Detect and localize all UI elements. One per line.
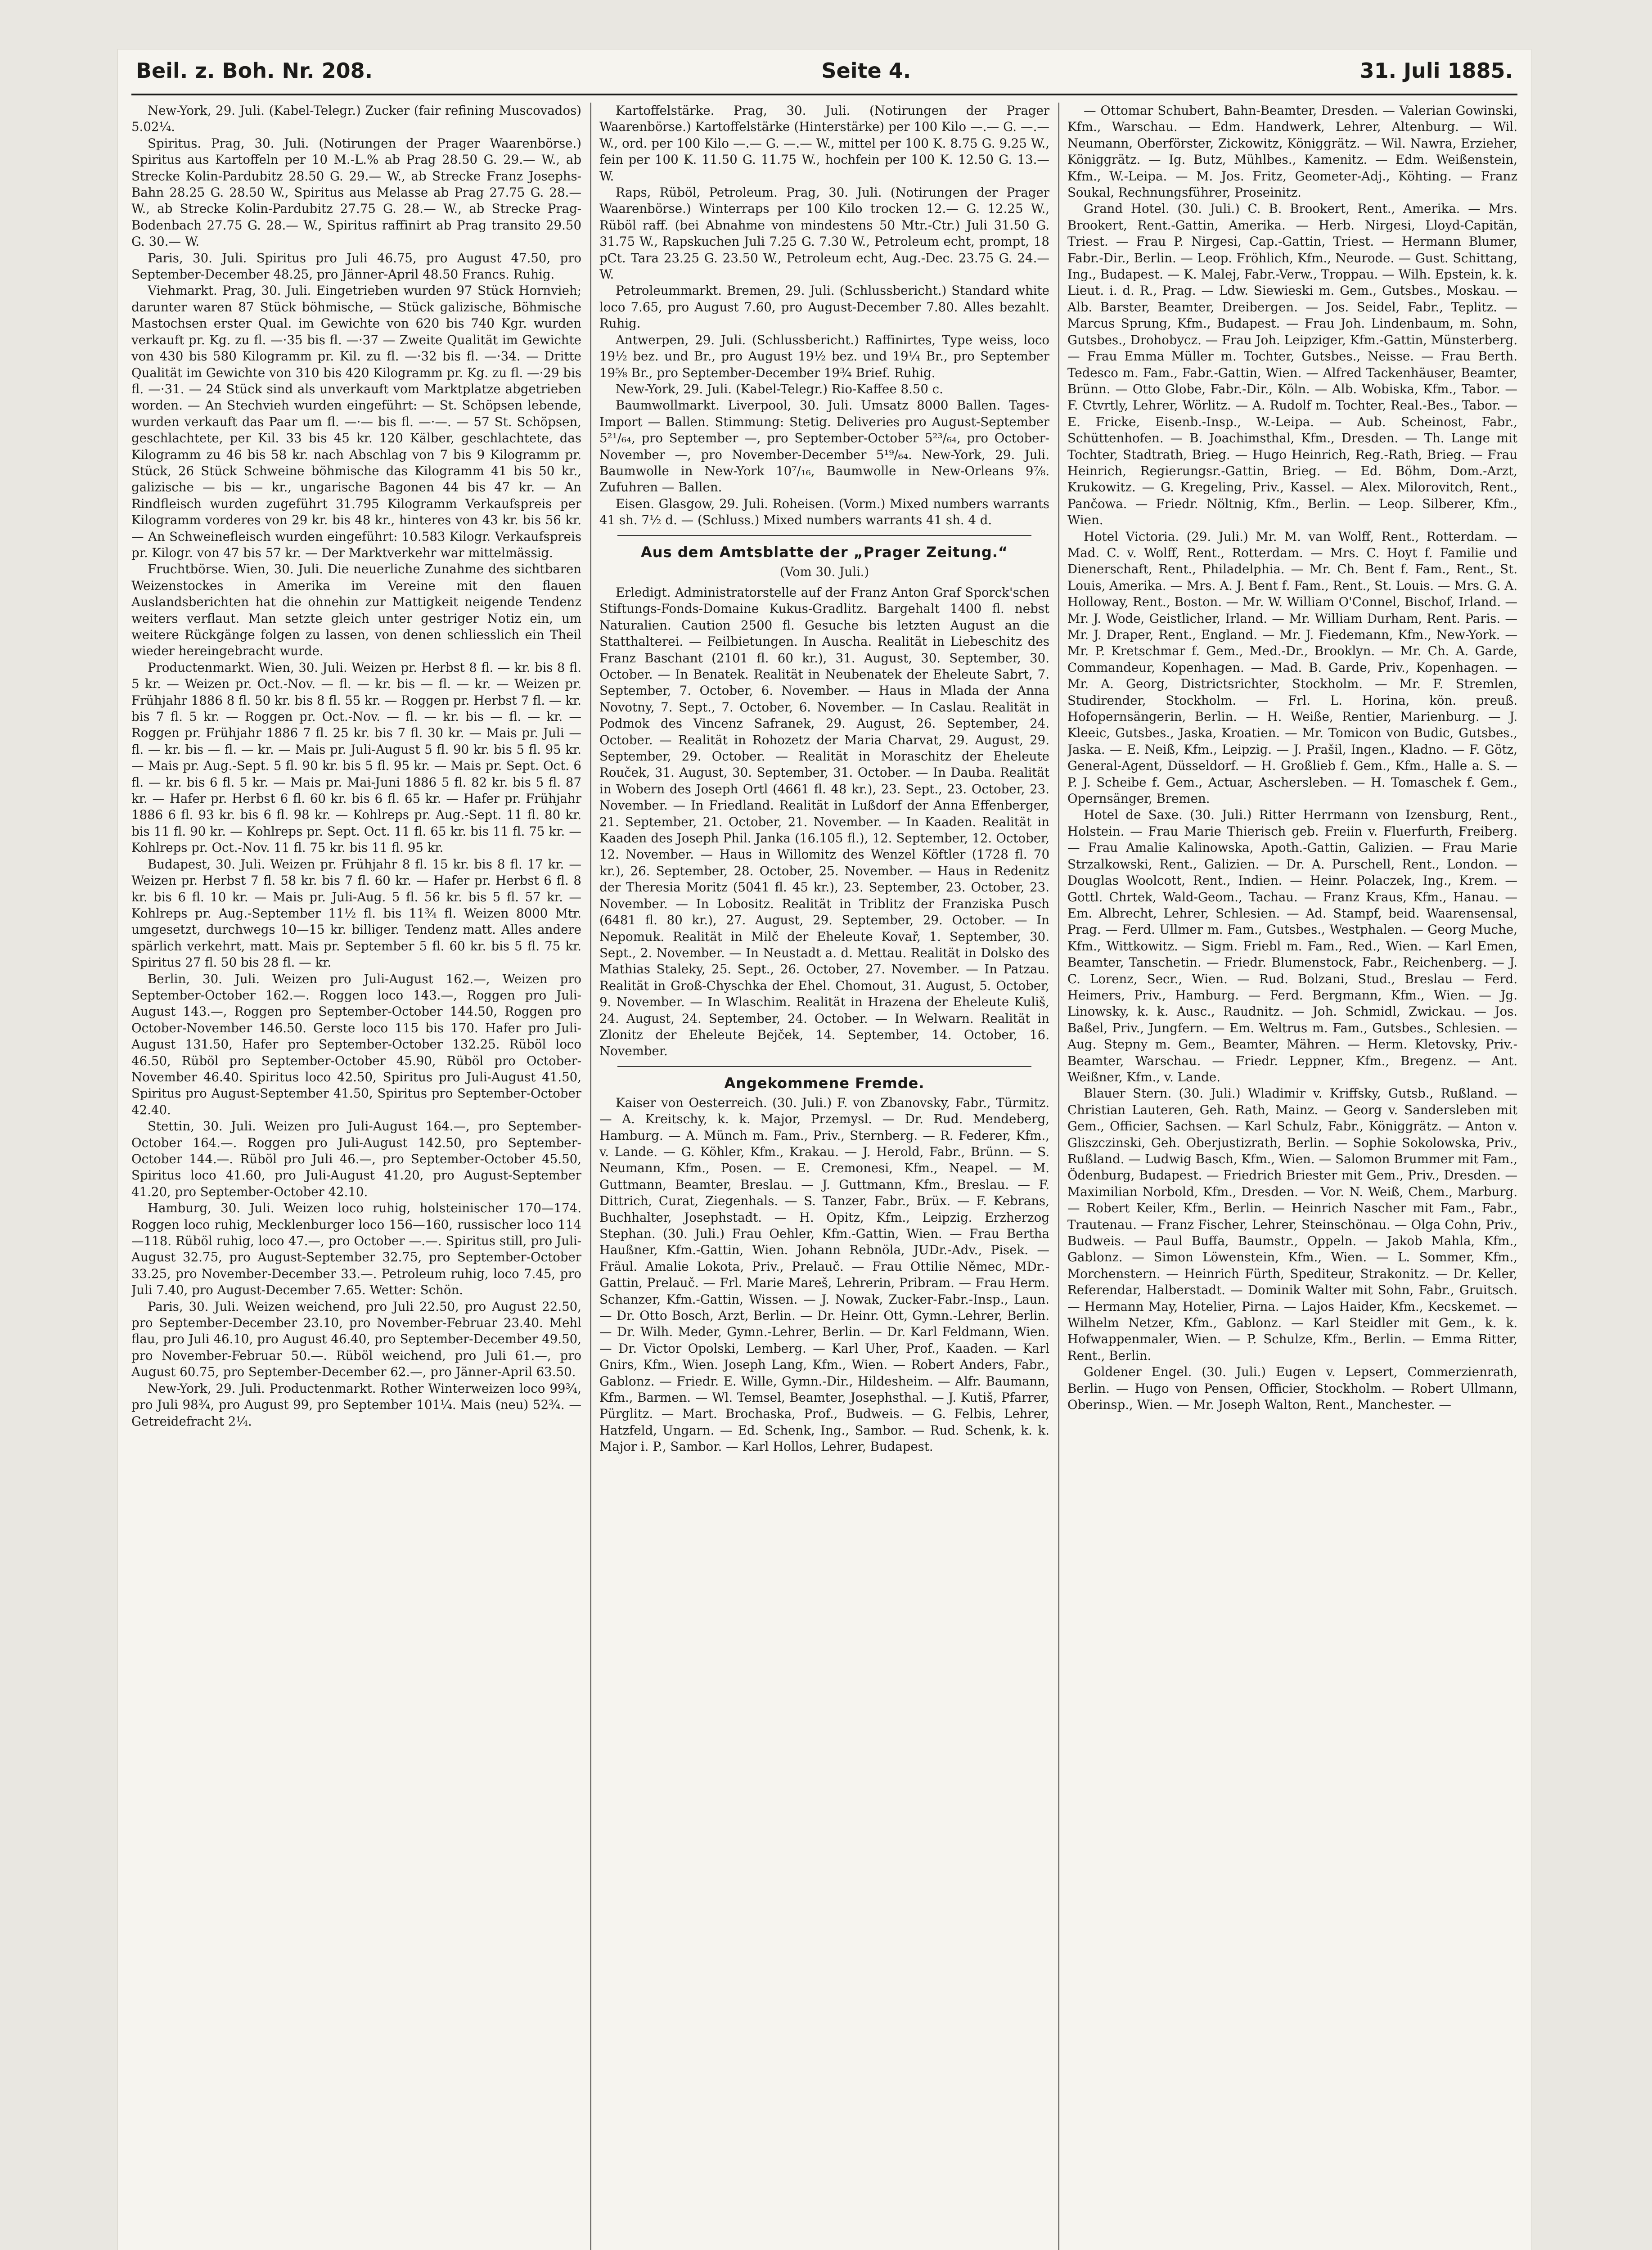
article-paragraph: Petroleummarkt. Bremen, 29. Juli. (Schlussbericht.) Standard white loco 7.65, pro August 7.60, pro August-December 7.80. Alles bezahlt. Ruhig. xyxy=(599,283,1049,331)
article-paragraph: Hotel de Saxe. (30. Juli.) Ritter Herrmann von Izensburg, Rent., Holstein. — Frau Marie Thierisch geb. Freiin v. Fluerfurth, Freiberg. — Frau Amalie Kalinowska, Apoth.-Gattin, Galizien. — Frau Marie Strzalkowski, Rent., Galizien. — Dr. A. Purschell, Rent., London. — Douglas Woolcott, Rent., Indien. — Heinr. Polaczek, Ing., Krem. — Gottl. Chrtek, Wald-Geom., Tachau. — Franz Kraus, Kfm., Hanau. — Em. Albrecht, Lehrer, Schlesien. — Ad. Stampf, beid. Waarensensal, Prag. — Ferd. Ullmer m. Fam., Gutsbes., Westphalen. — Georg Muche, Kfm., Wittkowitz. — Sigm. Friebl m. Fam., Red., Wien. — Karl Emen, Beamter, Tanschetin. — Friedr. Blumenstock, Fabr., Reichenberg. — J. C. Lorenz, Secr., Wien. — Rud. Bolzani, Stud., Breslau — Ferd. Heimers, Priv., Hamburg. — Ferd. Bergmann, Kfm., Wien. — Jg. Linowsky, k. k. Ausc., Raudnitz. — Joh. Schmidl, Zwickau. — Jos. Baßel, Priv., Jungfern. — Em. Weltrus m. Fam., Gutsbes., Schlesien. — Aug. Stepny m. Gem., Beamter, Mähren. — Herm. Kletovsky, Priv.-Beamter, Warschau. — Friedr. Leppner, Kfm., Bregenz. — Ant. Weißner, Kfm., v. Lande. xyxy=(1067,807,1517,1084)
article-paragraph: Kartoffelstärke. Prag, 30. Juli. (Notirungen der Prager Waarenbörse.) Kartoffelstärke (Hinterstärke) per 100 Kilo —.— G. —.— W., ord. per 100 Kilo —.— G. —.— W., mittel per 100 K. 8.75 G. 9.25 W., fein per 100 K. 11.50 G. 11.75 W., hochfein per 100 K. 12.50 G. 13.— W. xyxy=(599,103,1049,184)
article-paragraph: Viehmarkt. Prag, 30. Juli. Eingetrieben wurden 97 Stück Hornvieh; darunter waren 87 Stück böhmische, — Stück galizische, Böhmische Mastochsen erster Qual. im Gewichte von 620 bis 740 Kgr. wurden verkauft pr. Kg. zu fl. —·35 bis fl. —·37 — Zweite Qualität im Gewichte von 430 bis 580 Kilogramm pr. Kil. zu fl. —·32 bis fl. —·34. — Dritte Qualität im Gewichte von 310 bis 420 Kilogramm pr. Kg. zu fl. —·29 bis fl. —·31. — 24 Stück sind als unverkauft vom Marktplatze abgetrieben worden. — An Stechvieh wurden eingeführt: — St. Schöpsen lebende, wurden verkauft das Paar um fl. —·— bis fl. —·—. — 57 St. Schöpsen, geschlachtete, per Kil. 33 bis 45 kr. 120 Kälber, geschlachtete, das Kilogramm zu 46 bis 58 kr. nach Abschlag von 7 bis 9 Kilogramm pr. Stück, 26 Stück Schweine böhmische das Kilogramm 41 bis 50 kr., galizische — bis — kr., ungarische Bagonen 44 bis 47 kr. — An Rindfleisch wurden zugeführt 31.795 Kilogramm Verkaufspreis per Kilogramm vorderes von 29 kr. bis 48 kr., hinteres von 43 kr. bis 56 kr. — An Schweinefleisch wurden eingeführt: 10.583 Kilogr. Verkaufspreis pr. Kilogr. von 47 bis 57 kr. — Der Marktverkehr war mittelmässig. xyxy=(131,283,581,560)
column-divider xyxy=(590,103,591,2250)
article-paragraph: Raps, Rüböl, Petroleum. Prag, 30. Juli. (Notirungen der Prager Waarenbörse.) Winterraps per 100 Kilo trocken 12.— G. 12.25 W., Rüböl raff. (bei Abnahme von mindestens 50 Mtr.-Ctr.) Juli 31.50 G. 31.75 W., Rapskuchen Juli 7.25 G. 7.30 W., Petroleum echt, prompt, 18 pCt. Tara 23.25 G. 23.50 W., Petroleum echt, Aug.-Dec. 23.75 G. 24.— W. xyxy=(599,185,1049,282)
section-rule xyxy=(617,1066,1031,1067)
article-paragraph: Productenmarkt. Wien, 30. Juli. Weizen pr. Herbst 8 fl. — kr. bis 8 fl. 5 kr. — Weizen pr. Oct.-Nov. — fl. — kr. bis — fl. — kr. — Weizen pr. Frühjahr 1886 8 fl. 50 kr. bis 8 fl. 55 kr. — Roggen pr. Herbst 7 fl. — kr. bis 7 fl. 5 kr. — Roggen pr. Oct.-Nov. — fl. — kr. bis — fl. — kr. — Roggen pr. Frühjahr 1886 7 fl. 25 kr. bis 7 fl. 30 kr. — Mais pr. Juli — fl. — kr. bis — fl. — kr. — Mais pr. Juli-August 5 fl. 90 kr. bis 5 fl. 95 kr. — Mais pr. Aug.-Sept. 5 fl. 90 kr. bis 5 fl. 95 kr. — Mais pr. Sept. Oct. 6 fl. — kr. bis 6 fl. 5 kr. — Mais pr. Mai-Juni 1886 5 fl. 82 kr. bis 5 fl. 87 kr. — Hafer pr. Herbst 6 fl. 60 kr. bis 6 fl. 65 kr. — Hafer pr. Frühjahr 1886 6 fl. 93 kr. bis 6 fl. 98 kr. — Kohlreps pr. Aug.-Sept. 11 fl. 80 kr. bis 11 fl. 90 kr. — Kohlreps pr. Sept. Oct. 11 fl. 65 kr. bis 11 fl. 75 kr. — Kohlreps pr. Oct.-Nov. 11 fl. 75 kr. bis 11 fl. 95 kr. xyxy=(131,660,581,855)
article-paragraph: Paris, 30. Juli. Weizen weichend, pro Juli 22.50, pro August 22.50, pro September-December 23.10, pro November-Februar 23.40. Mehl flau, pro Juli 46.10, pro August 46.40, pro September-December 49.50, pro November-Februar 50.—. Rüböl weichend, pro Juli 61.—, pro August 60.75, pro September-December 62.—, pro Jänner-April 63.50. xyxy=(131,1299,581,1380)
article-paragraph: Fruchtbörse. Wien, 30. Juli. Die neuerliche Zunahme des sichtbaren Weizenstockes in Amerika im Vereine mit den flauen Auslandsberichten hat die ohnehin zur Mattigkeit neigende Tendenz weiters verflaut. Man setzte gleich unter gestriger Notiz ein, um weitere Rückgänge folgen zu lassen, von denen schliesslich ein Theil wieder hereingebracht wurde. xyxy=(131,562,581,659)
article-paragraph: New-York, 29. Juli. (Kabel-Telegr.) Rio-Kaffee 8.50 c. xyxy=(616,381,943,396)
article-paragraph: Paris, 30. Juli. Spiritus pro Juli 46.75, pro August 47.50, pro September-December 48.25, pro Jänner-April 48.50 Francs. Ruhig. xyxy=(131,250,581,282)
section-rule xyxy=(617,535,1031,536)
article-paragraph: Berlin, 30. Juli. Weizen pro Juli-August 162.—, Weizen pro September-October 162.—. Roggen loco 143.—, Roggen pro Juli-August 143.—, Roggen pro September-October 144.50, Roggen pro October-November 146.50. Gerste loco 115 bis 170. Hafer pro Juli-August 131.50, Hafer pro September-October 132.25. Rüböl loco 46.50, Rüböl pro September-October 45.90, Rüböl pro October-November 46.40. Spiritus loco 42.50, Spiritus pro Juli-August 41.50, Spiritus pro August-September 41.50, Spiritus pro September-October 42.40. xyxy=(131,971,581,1117)
section-heading-arrivals: Angekommene Fremde. xyxy=(724,1074,925,1092)
section-heading-amtsblatt: Aus dem Amtsblatte der „Prager Zeitung.“ xyxy=(641,543,1008,561)
article-paragraph: Hamburg, 30. Juli. Weizen loco ruhig, holsteinischer 170—174. Roggen loco ruhig, Mecklenburger loco 156—160, russischer loco 114—118. Rüböl ruhig, loco 47.—, pro October —.—. Spiritus still, pro Juli-August 32.75, pro August-September 32.75, pro September-October 33.25, pro November-December 33.—. Petroleum ruhig, loco 7.45, pro Juli 7.40, pro August-December 7.65. Wetter: Schön. xyxy=(131,1201,581,1298)
article-paragraph: Spiritus. Prag, 30. Juli. (Notirungen der Prager Waarenbörse.) Spiritus aus Kartoffeln per 10 M.-L.% ab Prag 28.50 G. 29.— W., ab Strecke Kolin-Pardubitz 28.50 G. 29.— W., ab Strecke Franz Josephs-Bahn 28.25 G. 28.50 W., Spiritus aus Melasse ab Prag 27.75 G. 28.— W., ab Strecke Kolin-Pardubitz 27.75 G. 28.— W., ab Strecke Prag-Bodenbach 27.75 G. 28.— W., Spiritus raffinirt ab Prag transito 29.50 G. 30.— W. xyxy=(131,135,581,249)
article-paragraph: Erledigt. Administratorstelle auf der Franz Anton Graf Sporck'schen Stiftungs-Fonds-Domaine Kukus-Gradlitz. Bargehalt 1400 fl. nebst Naturalien. Caution 2500 fl. Gesuche bis letzten August an die Statthalterei. — Feilbietungen. In Auscha. Realität in Liebeschitz des Franz Baschant (2101 fl. 60 kr.), 31. August, 30. September, 30. October. — In Benatek. Realität in Neubenatek der Eheleute Sabrt, 7. September, 7. October, 6. November. — Haus in Mlada der Anna Novotny, 7. Sept., 7. October, 6. November. — In Caslau. Realität in Podmok des Vincenz Safranek, 29. August, 26. September, 24. October. — Realität in Rohozetz der Maria Charvat, 29. August, 29. September, 29. October. — Realität in Moraschitz der Eheleute Rouček, 31. August, 30. September, 31. October. — In Dauba. Realität in Wobern des Joseph Ortl (4661 fl. 48 kr.), 23. Sept., 23. October, 23. November. — In Friedland. Realität in Lußdorf der Anna Effenberger, 21. September, 21. October, 21. November. — In Kaaden. Realität in Kaaden des Joseph Phil. Janka (16.105 fl.), 12. September, 12. October, 12. November. — Haus in Willomitz des Wenzel Köftler (1728 fl. 70 kr.), 26. September, 28. October, 25. November. — Haus in Redenitz der Theresia Moritz (5041 fl. 45 kr.), 23. September, 23. October, 23. November. — In Lobositz. Realität in Triblitz der Franziska Pusch (6481 fl. 80 kr.), 27. August, 29. September, 29. October. — In Nepomuk. Realität in Milč der Eheleute Kovař, 1. September, 30. Sept., 2. November. — In Neustadt a. d. Mettau. Realität in Dolsko des Mathias Staleky, 25. Sept., 26. October, 27. November. — In Patzau. Realität in Groß-Chyschka der Ehel. Chomout, 31. August, 5. October, 9. November. — In Wlaschim. Realität in Hrazena der Eheleute Kuliš, 24. August, 24. September, 24. October. — In Welwarn. Realität in Zlonitz der Eheleute Bejček, 14. September, 14. October, 16. November. xyxy=(599,585,1049,1059)
column-divider xyxy=(1058,103,1059,2250)
newspaper-page xyxy=(118,50,1531,2250)
article-paragraph: Budapest, 30. Juli. Weizen pr. Frühjahr 8 fl. 15 kr. bis 8 fl. 17 kr. — Weizen pr. Herbst 7 fl. 58 kr. bis 7 fl. 60 kr. — Hafer pr. Herbst 6 fl. 8 kr. bis 6 fl. 10 kr. — Mais pr. Juli-Aug. 5 fl. 56 kr. bis 5 fl. 57 kr. — Kohlreps pr. Aug.-September 11½ fl. bis 11¾ fl. Weizen 8000 Mtr. umgesetzt, durchwegs 10—15 kr. billiger. Tendenz matt. Alles andere spärlich verkehrt, matt. Mais pr. September 5 fl. 60 kr. bis 5 fl. 75 kr. Spiritus 27 fl. 50 bis 28 fl. — kr. xyxy=(131,856,581,970)
article-paragraph: Baumwollmarkt. Liverpool, 30. Juli. Umsatz 8000 Ballen. Tages-Import — Ballen. Stimmung: Stetig. Deliveries pro August-September 5²¹/₆₄, pro September —, pro September-October 5²³/₆₄, pro October-November —, pro November-December 5¹⁹/₆₄. New-York, 29. Juli. Baumwolle in New-York 10⁷/₁₆, Baumwolle in New-Orleans 9⅞. Zufuhren — Ballen. xyxy=(599,398,1049,495)
article-paragraph: Antwerpen, 29. Juli. (Schlussbericht.) Raffinirtes, Type weiss, loco 19½ bez. und Br., pro August 19½ bez. und 19¼ Br., pro September 19⅝ Br., pro September-December 19¾ Brief. Ruhig. xyxy=(599,332,1049,380)
article-paragraph: Goldener Engel. (30. Juli.) Eugen v. Lepsert, Commerzienrath, Berlin. — Hugo von Pensen, Officier, Stockholm. — Robert Ullmann, Oberinsp., Wien. — Mr. Joseph Walton, Rent., Manchester. — xyxy=(1067,1364,1517,1413)
article-paragraph: Hotel Victoria. (29. Juli.) Mr. M. van Wolff, Rent., Rotterdam. — Mad. C. v. Wolff, Rent., Rotterdam. — Mrs. C. Hoyt f. Familie und Dienerschaft, Rent., Philadelphia. — Mr. Ch. Bent f. Fam., Rent., St. Louis, Amerika. — Mrs. A. J. Bent f. Fam., Rent., St. Louis. — Mrs. G. A. Holloway, Rent., Boston. — Mr. W. William O'Connel, Bischof, Irland. — Mr. J. Wode, Geistlicher, Irland. — Mr. William Durham, Rent. Paris. — Mr. J. Draper, Rent., England. — Mr. J. Fiedemann, Kfm., New-York. — Mr. P. Kretschmar f. Gem., Med.-Dr., Brooklyn. — Mr. Ch. A. Garde, Commandeur, Kopenhagen. — Mad. B. Garde, Priv., Kopenhagen. — Mr. A. Georg, Districtsrichter, Stockholm. — Mr. F. Stremlen, Studirender, Stockholm. — Frl. L. Horina, kön. preuß. Hofopernsängerin, Berlin. — H. Weiße, Rentier, Marienburg. — J. Kleeic, Gutsbes., Jaska, Kroatien. — Mr. Tomicon von Budic, Gutsbes., Jaska. — E. Neiß, Kfm., Leipzig. — J. Prašil, Ingen., Kladno. — F. Götz, General-Agent, Düsseldorf. — H. Großlieb f. Gem., Kfm., Halle a. S. — P. J. Scheibe f. Gem., Actuar, Aschersleben. — H. Tomaschek f. Gem., Opernsänger, Bremen. xyxy=(1067,529,1517,806)
page-header xyxy=(136,58,1513,90)
article-paragraph: New-York, 29. Juli. (Kabel-Telegr.) Zucker (fair refining Muscovados) 5.02¼. xyxy=(131,103,581,135)
article-paragraph: — Ottomar Schubert, Bahn-Beamter, Dresden. — Valerian Gowinski, Kfm., Warschau. — Edm. Handwerk, Lehrer, Altenburg. — Wil. Neumann, Oberförster, Zickowitz, Königgrätz. — Wil. Nawra, Erzieher, Königgrätz. — Ig. Butz, Mühlbes., Kamenitz. — Edm. Weißenstein, Kfm., W.-Leipa. — M. Jos. Fritz, Geometer-Adj., Köhting. — Franz Soukal, Rechnungsführer, Proseinitz. xyxy=(1067,103,1517,200)
article-paragraph: Blauer Stern. (30. Juli.) Wladimir v. Kriffsky, Gutsb., Rußland. — Christian Lauteren, Geh. Rath, Mainz. — Georg v. Sandersleben mit Gem., Officier, Sachsen. — Karl Schulz, Fabr., Königgrätz. — Anton v. Gliszczinski, Geh. Oberjustizrath, Berlin. — Sophie Sokolowska, Priv., Rußland. — Ludwig Basch, Kfm., Wien. — Salomon Brummer mit Fam., Ödenburg, Budapest. — Friedrich Briester mit Gem., Priv., Dresden. — Maximilian Norbold, Kfm., Dresden. — Vor. N. Weiß, Chem., Marburg. — Robert Keiler, Kfm., Berlin. — Heinrich Nascher mit Fam., Fabr., Trautenau. — Franz Fischer, Lehrer, Steinschönau. — Olga Cohn, Priv., Budweis. — Paul Buffa, Baumstr., Oppeln. — Jakob Mahla, Kfm., Gablonz. — Simon Löwenstein, Kfm., Wien. — L. Sommer, Kfm., Morchenstern. — Heinrich Fürth, Spediteur, Strakonitz. — Dr. Keller, Referendar, Halberstadt. — Dominik Walter mit Sohn, Fabr., Gruitsch. — Hermann May, Hotelier, Pirna. — Lajos Haider, Kfm., Kecskemet. — Wilhelm Netzer, Kfm., Gablonz. — Karl Steidler mit Gem., k. k. Hofwappenmaler, Wien. — P. Schulze, Kfm., Berlin. — Emma Ritter, Rent., Berlin. xyxy=(1067,1086,1517,1363)
article-paragraph: Kaiser von Oesterreich. (30. Juli.) F. von Zbanovsky, Fabr., Türmitz. — A. Kreitschy, k. k. Major, Przemysl. — Dr. Rud. Mendeberg, Hamburg. — A. Münch m. Fam., Priv., Sternberg. — R. Federer, Kfm., v. Lande. — G. Köhler, Kfm., Krakau. — J. Herold, Fabr., Brünn. — S. Neumann, Kfm., Posen. — E. Cremonesi, Kfm., Neapel. — M. Guttmann, Beamter, Breslau. — J. Guttmann, Kfm., Breslau. — F. Dittrich, Curat, Ziegenhals. — S. Tanzer, Fabr., Brüx. — F. Kebrans, Buchhalter, Josephstadt. — H. Opitz, Kfm., Leipzig. Erzherzog Stephan. (30. Juli.) Frau Oehler, Kfm.-Gattin, Wien. — Frau Bertha Haußner, Kfm.-Gattin, Wien. Johann Rebnöla, JUDr.-Adv., Pisek. — Fräul. Amalie Lokota, Priv., Prelauč. — Frau Ottilie Němec, MDr.-Gattin, Prelauč. — Frl. Marie Mareš, Lehrerin, Pribram. — Frau Herm. Schanzer, Kfm.-Gattin, Wissen. — J. Nowak, Zucker-Fabr.-Insp., Laun. — Dr. Otto Bosch, Arzt, Berlin. — Dr. Heinr. Ott, Gymn.-Lehrer, Berlin. — Dr. Wilh. Meder, Gymn.-Lehrer, Berlin. — Dr. Karl Feldmann, Wien. — Dr. Victor Opolski, Lemberg. — Karl Uher, Prof., Kaaden. — Karl Gnirs, Kfm., Wien. Joseph Lang, Kfm., Wien. — Robert Anders, Fabr., Gablonz. — Friedr. E. Wille, Gymn.-Dir., Hildesheim. — Alfr. Baumann, Kfm., Barmen. — Wl. Temsel, Beamter, Josephsthal. — J. Kutiš, Pfarrer, Pürglitz. — Mart. Brochaska, Prof., Budweis. — G. Felbis, Lehrer, Hatzfeld, Ungarn. — Ed. Schenk, Ing., Sambor. — Rud. Schenk, k. k. Major i. P., Sambor. — Karl Hollos, Lehrer, Budapest. xyxy=(599,1095,1049,1454)
article-paragraph: Eisen. Glasgow, 29. Juli. Roheisen. (Vorm.) Mixed numbers warrants 41 sh. 7½ d. — (Schluss.) Mixed numbers warrants 41 sh. 4 d. xyxy=(599,496,1049,528)
article-paragraph: New-York, 29. Juli. Productenmarkt. Rother Winterweizen loco 99¾, pro Juli 98¾, pro August 99, pro September 101¼. Mais (neu) 52¾. — Getreidefracht 2¼. xyxy=(131,1381,581,1429)
article-paragraph: Grand Hotel. (30. Juli.) C. B. Brookert, Rent., Amerika. — Mrs. Brookert, Rent.-Gattin, Amerika. — Herb. Nirgesi, Lloyd-Capitän, Triest. — Frau P. Nirgesi, Cap.-Gattin, Triest. — Hermann Blumer, Fabr.-Dir., Berlin. — Leop. Fröhlich, Kfm., Neurode. — Gust. Schittang, Ing., Budapest. — K. Malej, Fabr.-Verw., Troppau. — Wilh. Epstein, k. k. Lieut. i. d. R., Prag. — Ldw. Siewieski m. Gem., Gutsbes., Moskau. — Alb. Barster, Beamter, Dreibergen. — Jos. Seidel, Fabr., Teplitz. — Marcus Sprung, Kfm., Budapest. — Frau Joh. Lindenbaum, m. Sohn, Gutsbes., Drohobycz. — Frau Joh. Leipziger, Kfm.-Gattin, Münsterberg. — Frau Emma Müller m. Tochter, Gutsbes., Neisse. — Frau Berth. Tedesco m. Fam., Fabr.-Gattin, Wien. — Alfred Tackenhäuser, Beamter, Brünn. — Otto Globe, Fabr.-Dir., Köln. — Alb. Wobiska, Kfm., Tabor. — F. Ctvrtly, Lehrer, Wörlitz. — A. Rudolf m. Tochter, Real.-Bes., Tabor. — E. Fricke, Eisenb.-Insp., W.-Leipa. — Aub. Scheinost, Fabr., Schüttenhofen. — B. Joachimsthal, Kfm., Dresden. — Th. Lange mit Tochter, Stadtrath, Brieg. — Hugo Heinrich, Reg.-Rath, Brieg. — Frau Heinrich, Regierungsr.-Gattin, Brieg. — Ed. Böhm, Dom.-Arzt, Krukowitz. — G. Kregeling, Priv., Kassel. — Alex. Milorovitch, Rent., Pančowa. — Friedr. Nöltnig, Kfm., Berlin. — Leop. Silberer, Kfm., Wien. xyxy=(1067,201,1517,528)
header-page-number: Seite 4. xyxy=(821,58,911,83)
column-markets-and-notices xyxy=(599,103,1049,2250)
article-paragraph: Stettin, 30. Juli. Weizen pro Juli-August 164.—, pro September-October 164.—. Roggen pro Juli-August 142.50, pro September-October 144.—. Rüböl pro Juli 46.—, pro September-October 45.50, Spiritus loco 41.60, pro Juli-August 41.20, pro August-September 41.20, pro September-October 42.10. xyxy=(131,1119,581,1199)
header-date: 31. Juli 1885. xyxy=(1359,58,1513,83)
header-supplement-label: Beil. z. Boh. Nr. 208. xyxy=(136,58,373,83)
column-hotel-arrivals xyxy=(1067,103,1517,2250)
section-date: (Vom 30. Juli.) xyxy=(779,564,869,579)
header-rule xyxy=(131,94,1517,95)
column-market-reports xyxy=(131,103,581,2250)
